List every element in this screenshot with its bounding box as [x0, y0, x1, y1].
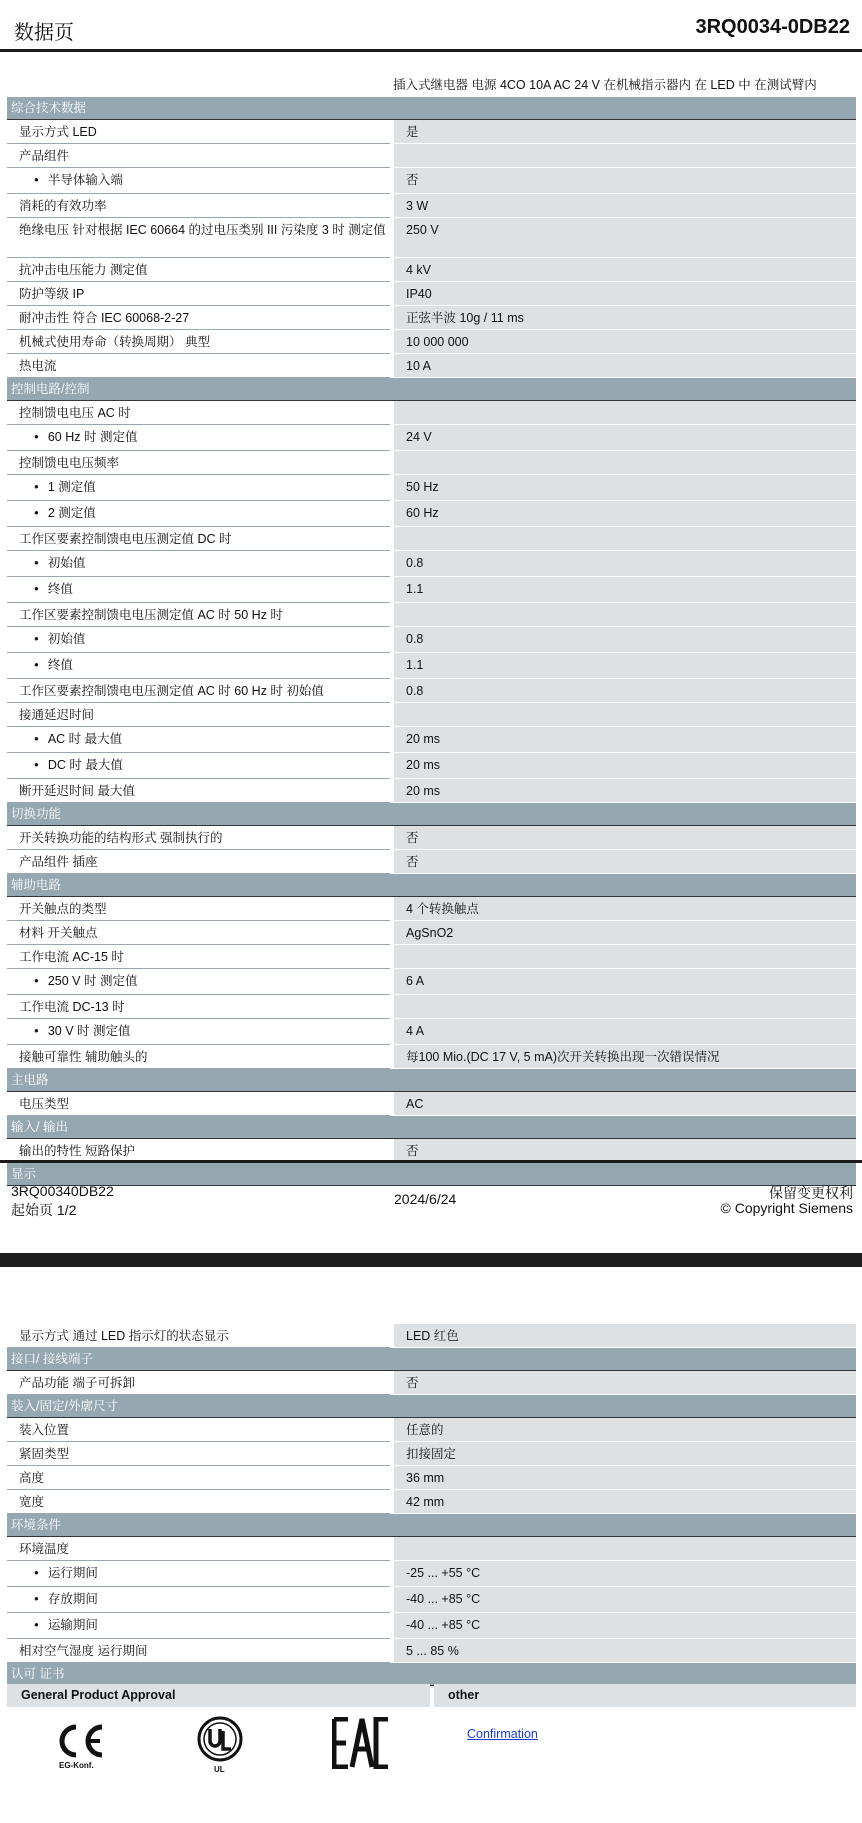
footer-rights: 保留变更权利 [769, 1185, 853, 1201]
spec-label: ● AC 时 最大值 [7, 727, 390, 753]
spec-value [394, 527, 856, 551]
spec-row [7, 501, 856, 527]
spec-row [7, 1442, 856, 1466]
spec-label: 显示方式 LED [7, 120, 390, 144]
spec-value [394, 144, 856, 168]
spec-value: 4 kV [394, 258, 856, 282]
spec-label: 机械式使用寿命（转换周期） 典型 [7, 330, 390, 354]
spec-row [7, 168, 856, 194]
spec-label: 材料 开关触点 [7, 921, 390, 945]
spec-label: 工作区要素控制馈电电压测定值 DC 时 [7, 527, 390, 551]
spec-label: 控制馈电电压 AC 时 [7, 401, 390, 425]
spec-row [7, 551, 856, 577]
spec-label: ● 存放期间 [7, 1587, 390, 1613]
spec-value: 20 ms [394, 753, 856, 779]
spec-value: 3 W [394, 194, 856, 218]
section-header: 接口/ 接线端子 [7, 1348, 856, 1371]
footer-code: 3RQ00340DB22 [11, 1183, 114, 1199]
spec-table-page-1 [7, 97, 856, 1186]
spec-row [7, 753, 856, 779]
spec-value: 36 mm [394, 1466, 856, 1490]
section-header: 综合技术数据 [7, 97, 856, 120]
spec-row [7, 921, 856, 945]
spec-row [7, 1324, 856, 1348]
spec-label: ● 运行期间 [7, 1561, 390, 1587]
spec-value: 6 A [394, 969, 856, 995]
spec-value: 4 个转换触点 [394, 897, 856, 921]
approval-col-other: other [434, 1684, 856, 1707]
spec-label: 工作电流 AC-15 时 [7, 945, 390, 969]
spec-row [7, 1613, 856, 1639]
spec-row [7, 1587, 856, 1613]
spec-label: 工作区要素控制馈电电压测定值 AC 时 60 Hz 时 初始值 [7, 679, 390, 703]
spec-row [7, 627, 856, 653]
ce-mark-icon [54, 1723, 106, 1759]
spec-table-page-2 [7, 1324, 856, 1686]
spec-value [394, 945, 856, 969]
spec-label: ● 半导体输入端 [7, 168, 390, 194]
spec-value [394, 995, 856, 1019]
spec-row [7, 897, 856, 921]
spec-row [7, 451, 856, 475]
section-header: 辅助电路 [7, 874, 856, 897]
spec-label: 绝缘电压 针对根据 IEC 60664 的过电压类别 III 污染度 3 时 测定值 [7, 218, 390, 258]
spec-row [7, 1490, 856, 1514]
spec-row [7, 1466, 856, 1490]
spec-label: 工作区要素控制馈电电压测定值 AC 时 50 Hz 时 [7, 603, 390, 627]
spec-value: 否 [394, 1371, 856, 1395]
spec-row [7, 354, 856, 378]
footer-page-number: 起始页 1/2 [11, 1202, 77, 1218]
spec-label: 消耗的有效功率 [7, 194, 390, 218]
spec-label: 控制馈电电压频率 [7, 451, 390, 475]
spec-row [7, 850, 856, 874]
spec-label: ● 250 V 时 测定值 [7, 969, 390, 995]
spec-row [7, 653, 856, 679]
section-header: 控制电路/控制 [7, 378, 856, 401]
spec-row [7, 945, 856, 969]
spec-label: 产品组件 [7, 144, 390, 168]
section-header: 环境条件 [7, 1514, 856, 1537]
spec-label: 开关转换功能的结构形式 强制执行的 [7, 826, 390, 850]
spec-row [7, 779, 856, 803]
footer-copyright: © Copyright Siemens [720, 1200, 853, 1216]
spec-value: 否 [394, 850, 856, 874]
spec-label: 耐冲击性 符合 IEC 60068-2-27 [7, 306, 390, 330]
spec-row [7, 727, 856, 753]
spec-value: 0.8 [394, 627, 856, 653]
spec-row [7, 527, 856, 551]
spec-row [7, 969, 856, 995]
spec-row [7, 1019, 856, 1045]
spec-value: 20 ms [394, 779, 856, 803]
spec-value: -40 ... +85 °C [394, 1587, 856, 1613]
approvals-header [7, 1684, 856, 1707]
spec-value: 0.8 [394, 551, 856, 577]
spec-row [7, 194, 856, 218]
spec-row [7, 1092, 856, 1116]
spec-value: -25 ... +55 °C [394, 1561, 856, 1587]
spec-label: 电压类型 [7, 1092, 390, 1116]
section-header: 装入/固定/外廓尺寸 [7, 1395, 856, 1418]
spec-row [7, 826, 856, 850]
spec-label: 高度 [7, 1466, 390, 1490]
page-header [0, 0, 862, 52]
ul-caption: UL [214, 1765, 225, 1774]
spec-label: ● 终值 [7, 653, 390, 679]
spec-label: 相对空气湿度 运行期间 [7, 1639, 390, 1663]
spec-label: ● 终值 [7, 577, 390, 603]
spec-value: 20 ms [394, 727, 856, 753]
spec-value: 5 ... 85 % [394, 1639, 856, 1663]
spec-label: ● 30 V 时 测定值 [7, 1019, 390, 1045]
spec-label: ● 2 测定值 [7, 501, 390, 527]
spec-row [7, 425, 856, 451]
spec-label: 接通延迟时间 [7, 703, 390, 727]
datasheet-page-2 [0, 1267, 862, 1823]
spec-label: ● DC 时 最大值 [7, 753, 390, 779]
spec-row [7, 475, 856, 501]
spec-value: 10 000 000 [394, 330, 856, 354]
spec-label: ● 初始值 [7, 627, 390, 653]
section-header: 认可 证书 [7, 1663, 856, 1686]
spec-value: 4 A [394, 1019, 856, 1045]
ce-caption: EG-Konf. [59, 1761, 94, 1770]
spec-value: -40 ... +85 °C [394, 1613, 856, 1639]
spec-value: 任意的 [394, 1418, 856, 1442]
spec-label: ● 运输期间 [7, 1613, 390, 1639]
spec-row [7, 679, 856, 703]
spec-value: 250 V [394, 218, 856, 258]
spec-value: 42 mm [394, 1490, 856, 1514]
product-code: 3RQ0034-0DB22 [695, 16, 850, 38]
spec-label: 断开延迟时间 最大值 [7, 779, 390, 803]
page-footer [0, 1160, 862, 1253]
spec-value [394, 603, 856, 627]
spec-row [7, 1045, 856, 1069]
spec-row [7, 1639, 856, 1663]
spec-value: 1.1 [394, 653, 856, 679]
spec-row [7, 703, 856, 727]
spec-value: 每100 Mio.(DC 17 V, 5 mA)次开关转换出现一次错误情况 [394, 1045, 856, 1069]
spec-label: 环境温度 [7, 1537, 390, 1561]
spec-row [7, 258, 856, 282]
spec-label: 开关触点的类型 [7, 897, 390, 921]
spec-row [7, 282, 856, 306]
spec-value [394, 1537, 856, 1561]
spec-label: ● 初始值 [7, 551, 390, 577]
spec-label: 防护等级 IP [7, 282, 390, 306]
spec-value: 否 [394, 1139, 856, 1163]
ul-mark-icon [196, 1715, 244, 1763]
spec-row [7, 1561, 856, 1587]
spec-row [7, 1371, 856, 1395]
spec-value: 1.1 [394, 577, 856, 603]
spec-row [7, 603, 856, 627]
section-header: 切换功能 [7, 803, 856, 826]
spec-label: 产品组件 插座 [7, 850, 390, 874]
spec-row [7, 306, 856, 330]
confirmation-link[interactable]: Confirmation [467, 1727, 538, 1741]
product-description: 插入式继电器 电源 4CO 10A AC 24 V 在机械指示器内 在 LED 中 在测试臂内 [393, 78, 817, 92]
spec-value: AgSnO2 [394, 921, 856, 945]
approval-col-general: General Product Approval [7, 1684, 430, 1707]
spec-row [7, 1418, 856, 1442]
spec-value: AC [394, 1092, 856, 1116]
spec-value [394, 703, 856, 727]
spec-label: 宽度 [7, 1490, 390, 1514]
spec-value: 24 V [394, 425, 856, 451]
spec-row [7, 218, 856, 258]
spec-label: ● 60 Hz 时 测定值 [7, 425, 390, 451]
spec-label: 工作电流 DC-13 时 [7, 995, 390, 1019]
section-header: 显示 [7, 1163, 856, 1186]
spec-value: 是 [394, 120, 856, 144]
spec-value: 0.8 [394, 679, 856, 703]
spec-value: 正弦半波 10g / 11 ms [394, 306, 856, 330]
spec-row [7, 144, 856, 168]
spec-value [394, 401, 856, 425]
spec-value: 否 [394, 168, 856, 194]
spec-row [7, 401, 856, 425]
spec-label: 装入位置 [7, 1418, 390, 1442]
spec-value: 50 Hz [394, 475, 856, 501]
spec-value: 60 Hz [394, 501, 856, 527]
spec-label: ● 1 测定值 [7, 475, 390, 501]
page-separator [0, 1253, 862, 1267]
page-title: 数据页 [14, 22, 74, 44]
spec-row [7, 120, 856, 144]
spec-value: IP40 [394, 282, 856, 306]
spec-value: 扣接固定 [394, 1442, 856, 1466]
section-header: 输入/ 输出 [7, 1116, 856, 1139]
eac-mark-icon [332, 1717, 390, 1769]
spec-row [7, 577, 856, 603]
spec-row [7, 995, 856, 1019]
spec-label: 接触可靠性 辅助触头的 [7, 1045, 390, 1069]
spec-label: 热电流 [7, 354, 390, 378]
spec-label: 紧固类型 [7, 1442, 390, 1466]
spec-label: 抗冲击电压能力 测定值 [7, 258, 390, 282]
spec-row [7, 330, 856, 354]
spec-label: 输出的特性 短路保护 [7, 1139, 390, 1163]
spec-value: LED 红色 [394, 1324, 856, 1348]
spec-label: 显示方式 通过 LED 指示灯的状态显示 [7, 1324, 390, 1348]
footer-date: 2024/6/24 [394, 1191, 457, 1207]
spec-value: 否 [394, 826, 856, 850]
spec-label: 产品功能 端子可拆卸 [7, 1371, 390, 1395]
spec-value [394, 451, 856, 475]
section-header: 主电路 [7, 1069, 856, 1092]
spec-value: 10 A [394, 354, 856, 378]
spec-row [7, 1537, 856, 1561]
